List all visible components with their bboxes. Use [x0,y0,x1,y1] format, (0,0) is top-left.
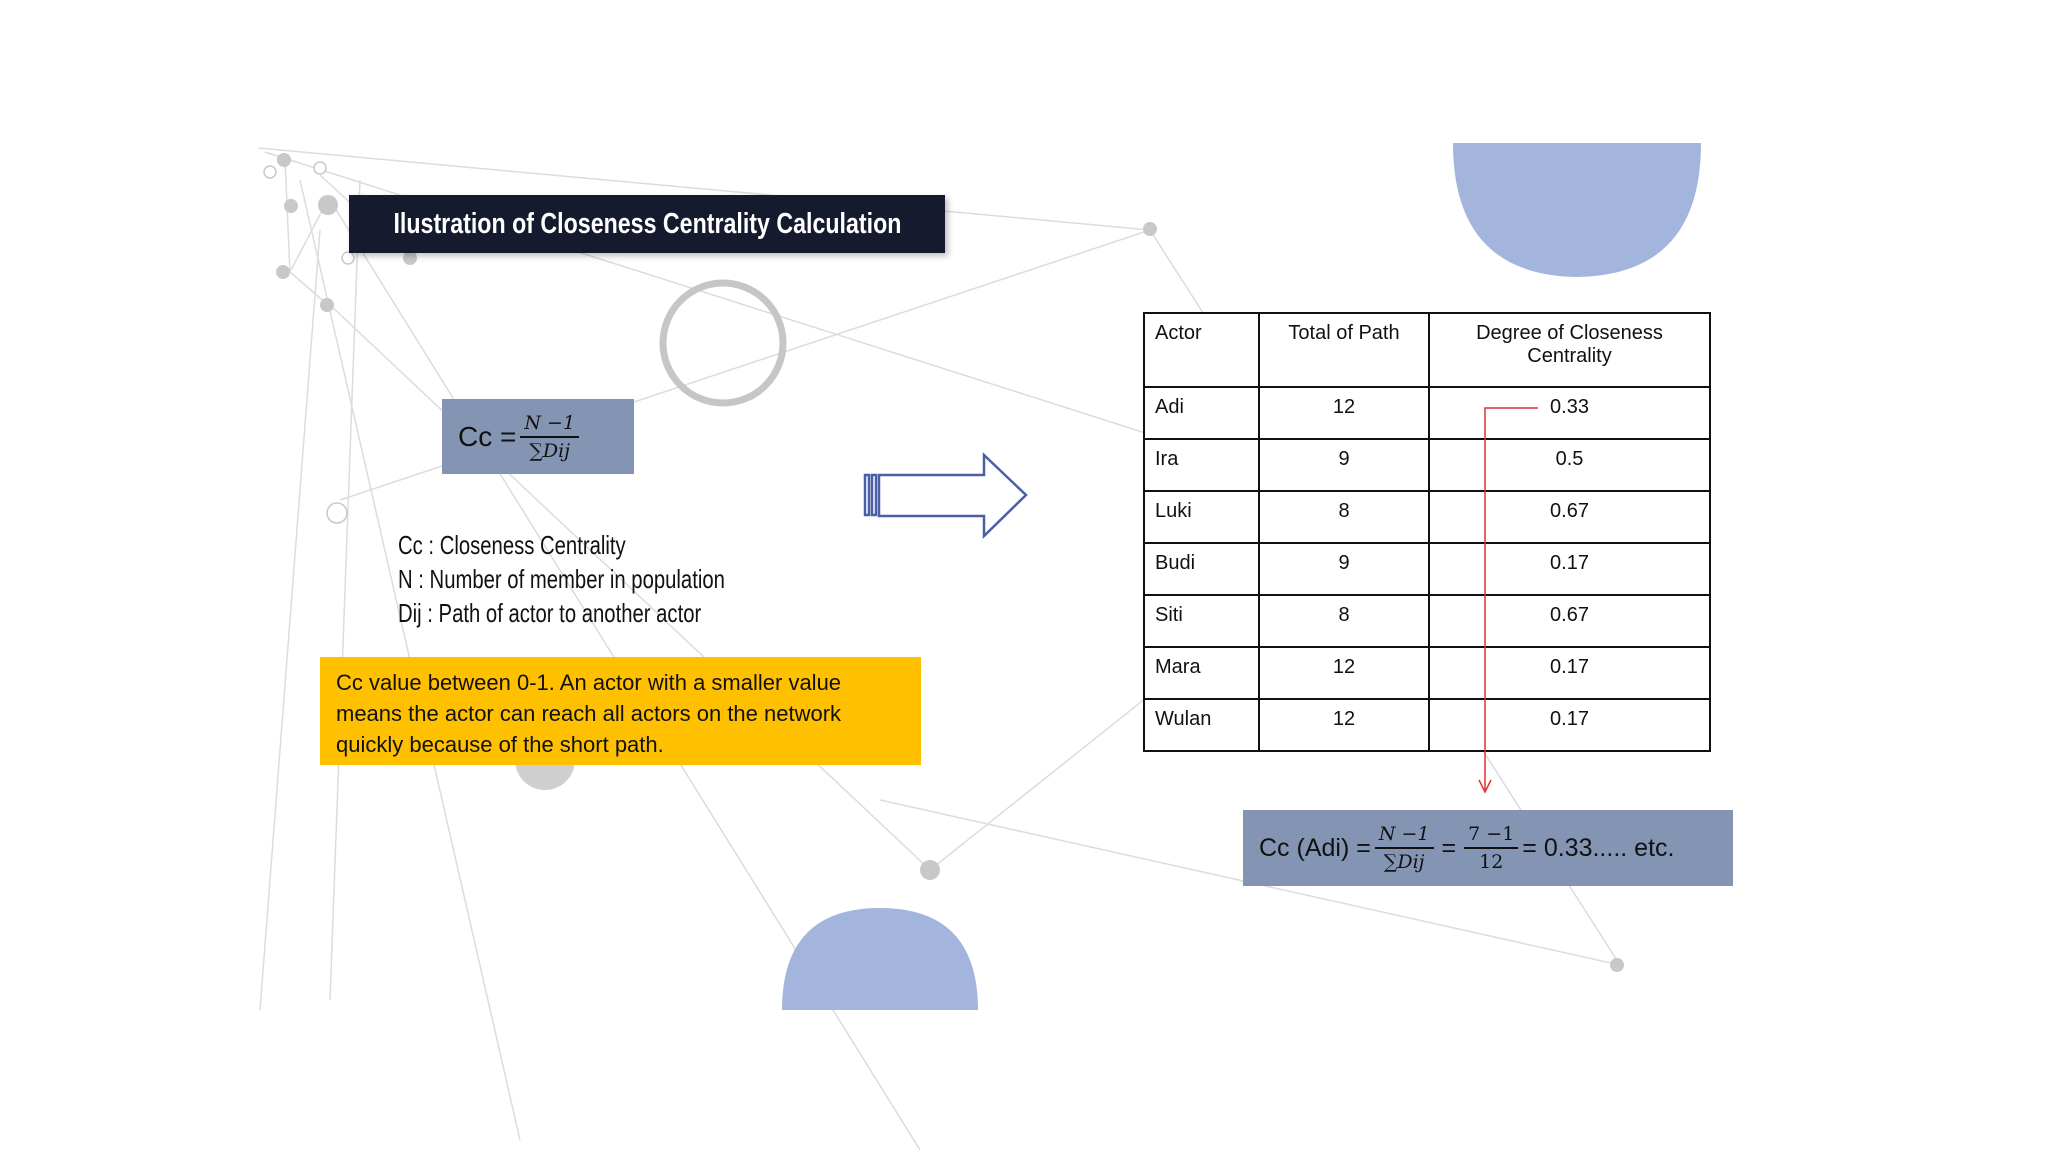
formula-fraction [520,412,579,462]
cell-total: 8 [1259,595,1429,647]
table-row [1144,439,1710,491]
table-row [1144,699,1710,751]
cell-degree: 0.33 [1429,387,1710,439]
cell-degree: 0.67 [1429,491,1710,543]
cell-total: 9 [1259,543,1429,595]
example-denominator: ∑Dij [1383,851,1425,873]
cell-total: 12 [1259,387,1429,439]
formula-lhs: Cc = [458,420,517,452]
example-fraction-general [1375,823,1434,873]
cell-actor: Siti [1144,595,1259,647]
formula-box [442,399,634,474]
legend-n: N : Number of member in population [398,564,725,594]
cell-degree: 0.17 [1429,543,1710,595]
formula-denominator: ∑Dij [529,439,571,462]
cell-total: 9 [1259,439,1429,491]
legend-cc: Cc : Closeness Centrality [398,530,626,560]
cell-actor: Wulan [1144,699,1259,751]
table-row [1144,647,1710,699]
formula-numerator: N −1 [520,412,579,438]
cell-actor: Luki [1144,491,1259,543]
cell-actor: Ira [1144,439,1259,491]
page-title: Ilustration of Closeness Centrality Calculation [393,207,901,240]
cell-degree: 0.17 [1429,647,1710,699]
header-degree: Degree of Closeness Centrality [1429,313,1710,387]
equals-sign: = [1441,833,1457,862]
table-row [1144,543,1710,595]
table-row [1144,387,1710,439]
cell-actor: Budi [1144,543,1259,595]
cell-total: 12 [1259,699,1429,751]
note-box: Cc value between 0-1. An actor with a smaller value means the actor can reach all actors on the network quickly because of the short path. [320,657,921,765]
table-header-row [1144,313,1710,387]
example-value-denominator: 12 [1479,851,1504,873]
cell-total: 12 [1259,647,1429,699]
cell-actor: Adi [1144,387,1259,439]
cell-degree: 0.5 [1429,439,1710,491]
example-value-numerator: 7 −1 [1464,823,1518,849]
example-fraction-values [1464,823,1518,873]
cell-actor: Mara [1144,647,1259,699]
example-numerator: N −1 [1375,823,1434,849]
header-total-path: Total of Path [1259,313,1429,387]
table-row [1144,595,1710,647]
cell-total: 8 [1259,491,1429,543]
cell-degree: 0.17 [1429,699,1710,751]
cell-degree: 0.67 [1429,595,1710,647]
example-calculation [1243,810,1733,886]
table-row [1144,491,1710,543]
closeness-table [1143,312,1711,752]
title-banner [349,195,945,253]
example-lhs: Cc (Adi) = [1259,833,1371,862]
header-actor: Actor [1144,313,1259,387]
legend-dij: Dij : Path of actor to another actor [398,598,702,628]
formula-legend [398,528,817,630]
example-result: = 0.33..... etc. [1522,833,1675,862]
